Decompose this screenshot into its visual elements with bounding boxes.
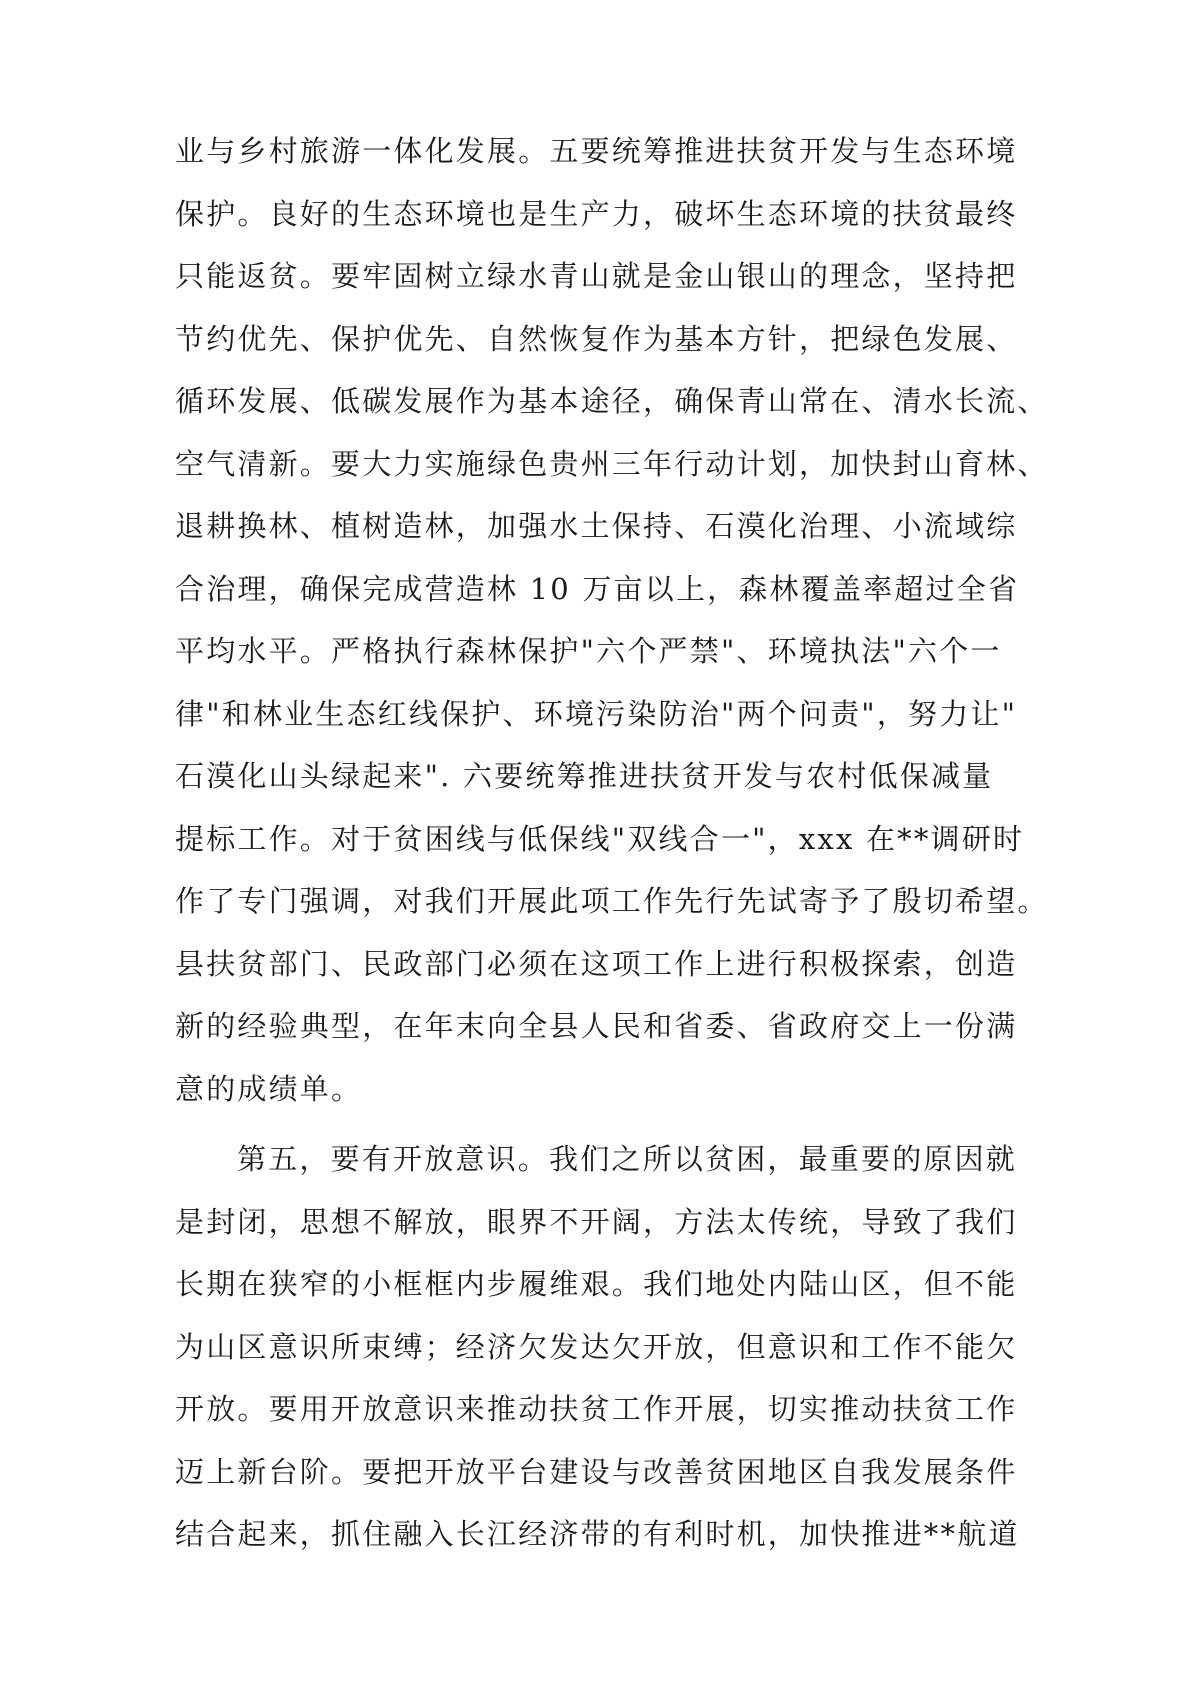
text-line: 作了专门强调，对我们开展此项工作先行先试寄予了殷切希望。 <box>175 884 1049 918</box>
text-line: 退耕换林、植树造林，加强水土保持、石漠化治理、小流域综 <box>175 509 1018 543</box>
text-line: 循环发展、低碳发展作为基本途径，确保青山常在、清水长流、 <box>175 384 1049 418</box>
text-line: 开放。要用开放意识来推动扶贫工作开展，切实推动扶贫工作 <box>175 1392 1018 1426</box>
text-line: 只能返贫。要牢固树立绿水青山就是金山银山的理念，坚持把 <box>175 259 1018 293</box>
text-line: 意的成绩单。 <box>175 1071 363 1106</box>
text-line: 合治理，确保完成营造林 10 万亩以上，森林覆盖率超过全省 <box>175 571 1020 606</box>
text-line: 第五，要有开放意识。我们之所以贫困，最重要的原因就 <box>237 1142 1018 1176</box>
text-line: 结合起来，抓住融入长江经济带的有利时机，加快推进**航道 <box>175 1517 1020 1551</box>
text-line: 是封闭，思想不解放，眼界不开阔，方法太传统，导致了我们 <box>175 1204 1018 1239</box>
text-line: 节约优先、保护优先、自然恢复作为基本方针，把绿色发展、 <box>175 321 1018 356</box>
text-line: 石漠化山头绿起来". 六要统筹推进扶贫开发与农村低保减量 <box>175 759 994 793</box>
text-line: 空气清新。要大力实施绿色贵州三年行动计划，加快封山育林、 <box>175 446 1049 481</box>
text-line: 长期在狭窄的小框框内步履维艰。我们地处内陆山区，但不能 <box>175 1267 1018 1301</box>
document-body <box>175 120 1075 1566</box>
text-line: 提标工作。对于贫困线与低保线"双线合一"，xxx 在**调研时 <box>175 821 1025 856</box>
text-line: 平均水平。严格执行森林保护"六个严禁"、环境执法"六个一 <box>175 634 1002 668</box>
text-line: 为山区意识所束缚；经济欠发达欠开放，但意识和工作不能欠 <box>175 1329 1018 1364</box>
text-line: 迈上新台阶。要把开放平台建设与改善贫困地区自我发展条件 <box>175 1454 1018 1489</box>
text-line: 律"和林业生态红线保护、环境污染防治"两个问责"，努力让" <box>175 696 1018 731</box>
text-line: 县扶贫部门、民政部门必须在这项工作上进行积极探索，创造 <box>175 946 1018 981</box>
paragraph <box>175 1128 1075 1566</box>
text-line: 保护。良好的生态环境也是生产力，破坏生态环境的扶贫最终 <box>175 196 1018 231</box>
text-line: 新的经验典型，在年末向全县人民和省委、省政府交上一份满 <box>175 1009 1018 1043</box>
paragraph <box>175 120 1075 1120</box>
text-line: 业与乡村旅游一体化发展。五要统筹推进扶贫开发与生态环境 <box>175 134 1018 168</box>
paragraph-gap <box>175 1120 1075 1128</box>
